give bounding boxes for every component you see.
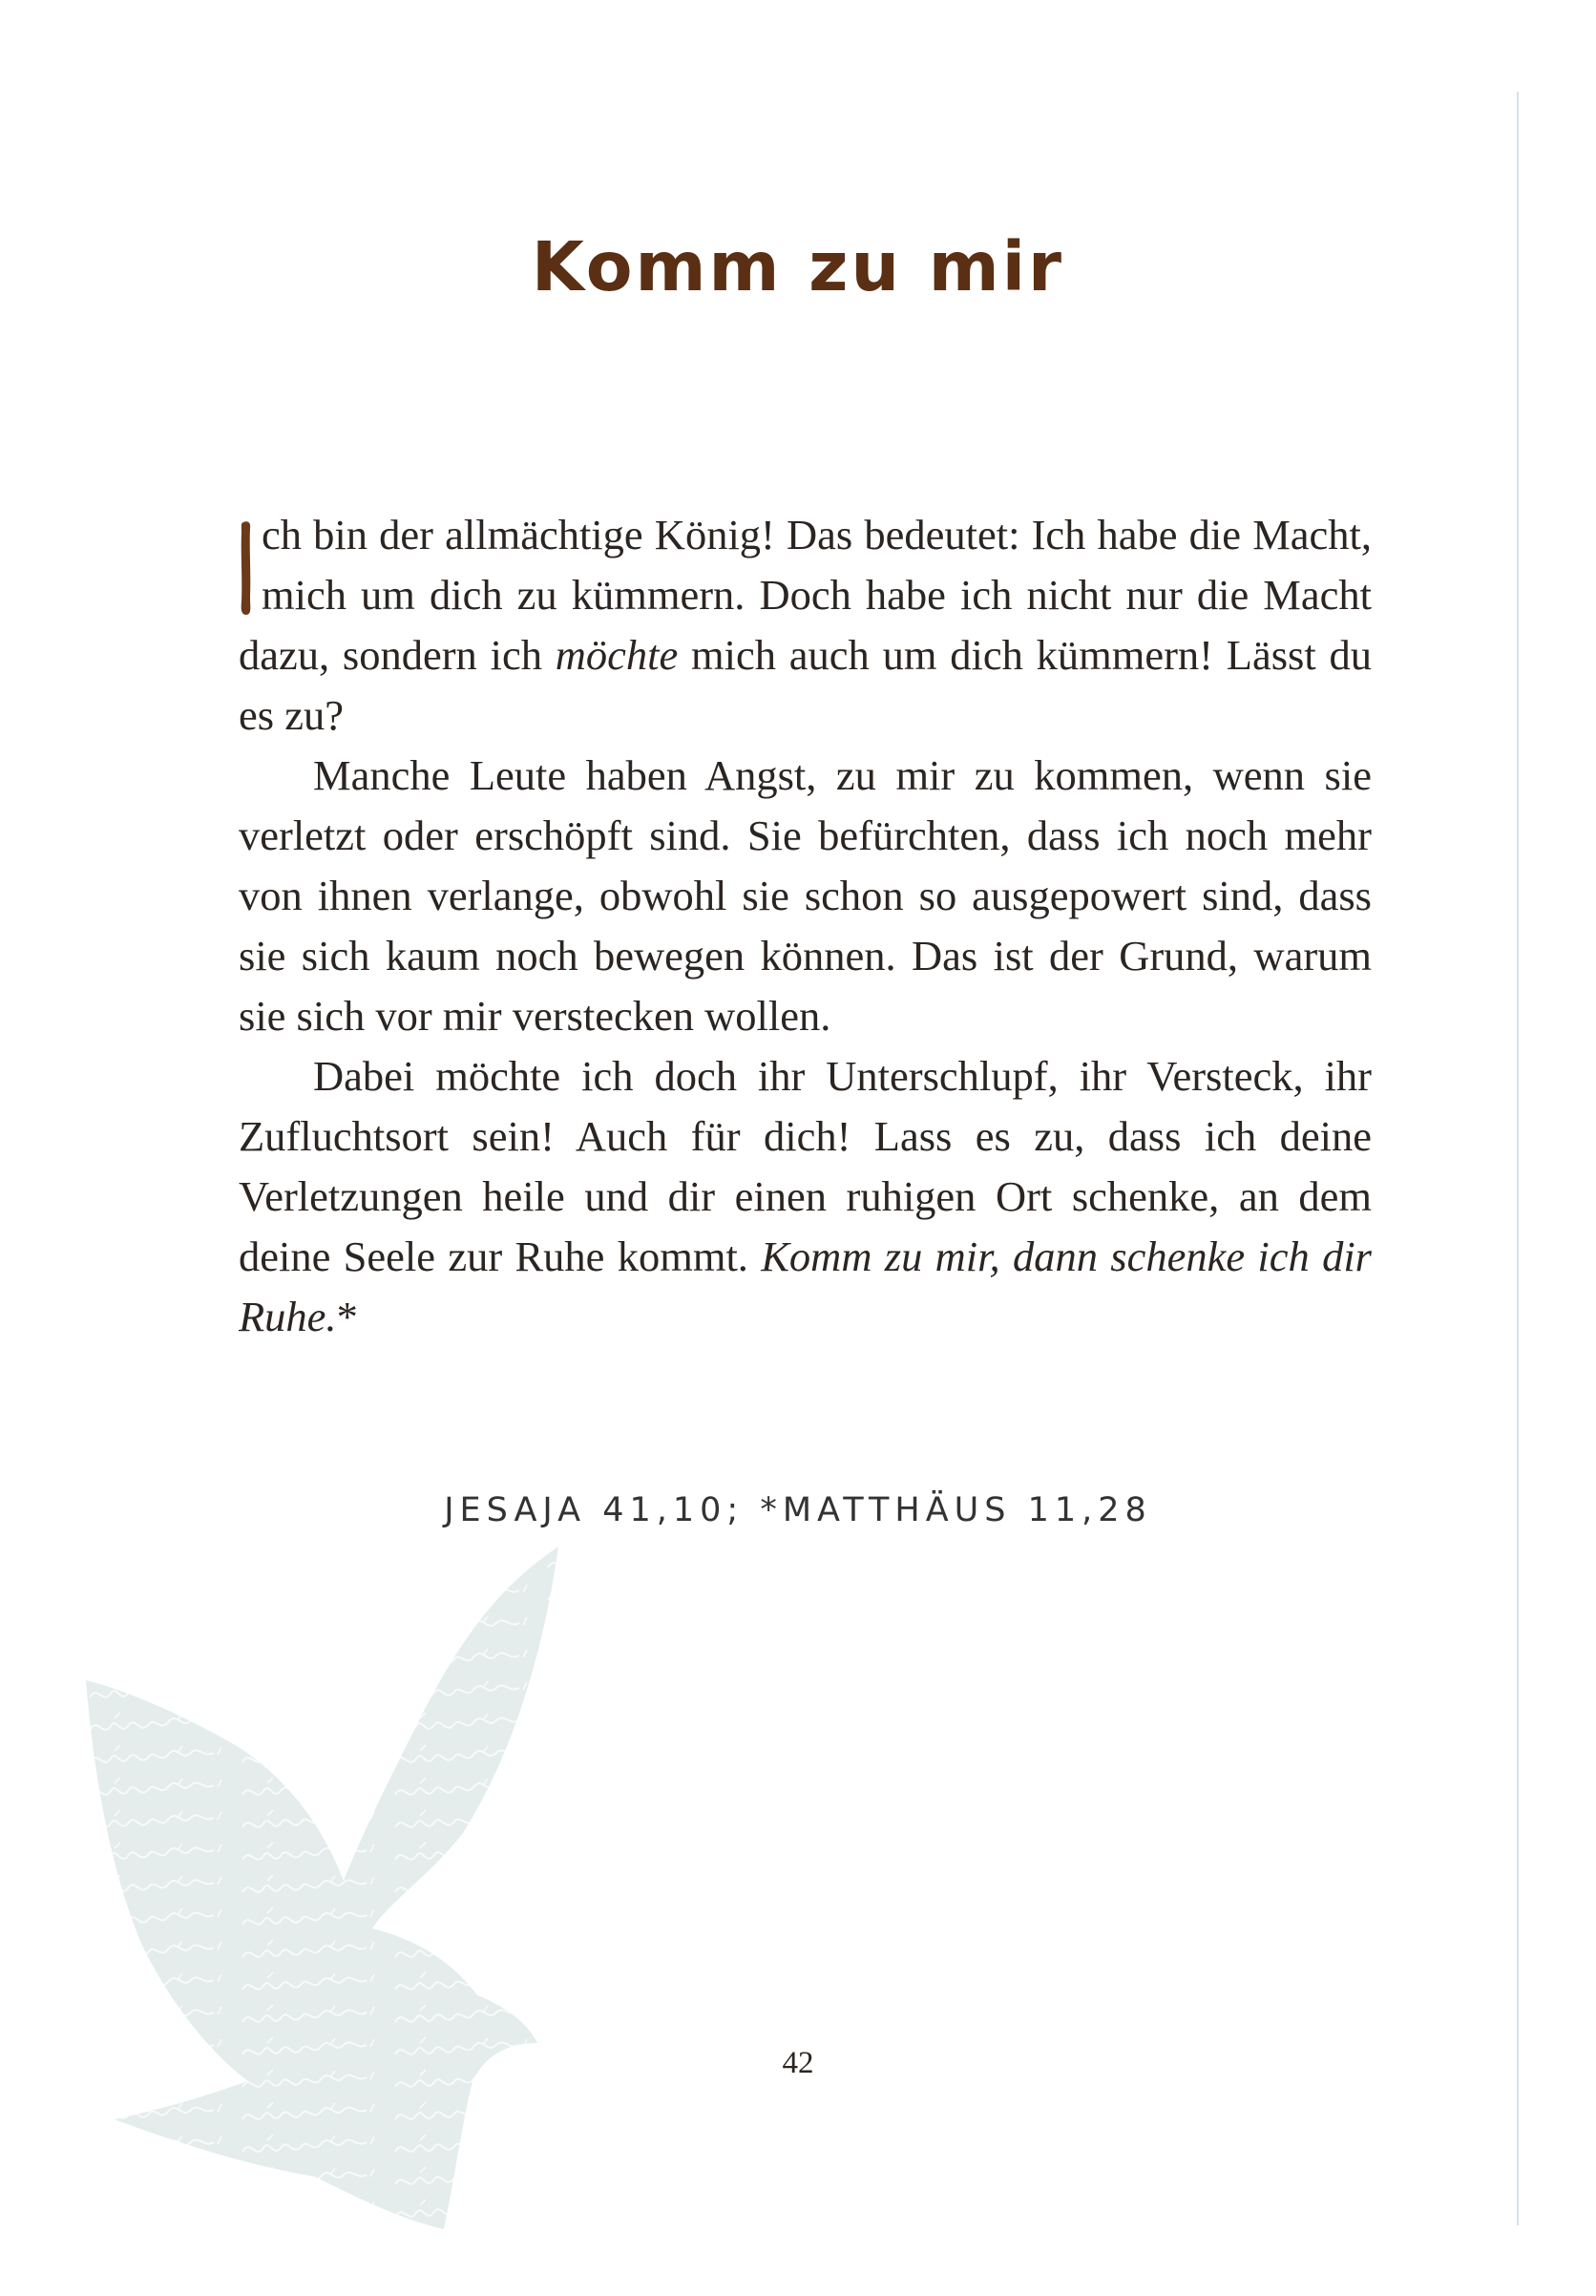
- paragraph-1-text-a: ch bin der allmächtige König! Das bedeutet: Ich habe die Macht, mich um dich zu kümmern. Doch habe ich nicht nur die Macht dazu, sondern ich: [239, 511, 1372, 679]
- bible-reference: JESAJA 41,10; *MATTHÄUS 11,28: [444, 1491, 1152, 1529]
- paragraph-3: [239, 1046, 1372, 1347]
- paragraph-3-italic: Komm zu mir, dann schenke ich dir Ruhe.: [239, 1232, 1372, 1340]
- page-edge-line: [1517, 92, 1519, 2225]
- paragraph-1-emphasis: möchte: [555, 631, 679, 679]
- footnote-marker: *: [336, 1293, 358, 1340]
- paragraph-1-text-b: mich auch um dich kümmern! Lässt du es zu?: [239, 631, 1372, 739]
- paragraph-3-text: Dabei möchte ich doch ihr Unterschlupf, ihr Versteck, ihr Zufluchtsort sein! Auch für dich! Lass es zu, dass ich deine Verletzungen heile und dir einen ruhigen Ort schenke, an dem deine Seele zur Ruhe kommt.: [239, 1052, 1372, 1280]
- dove-illustration: [86, 1547, 697, 2229]
- paragraph-2: Manche Leute haben Angst, zu mir zu kommen, wenn sie verletzt oder erschöpft sind. Sie befürchten, dass ich noch mehr von ihnen verlange, obwohl sie schon so ausgepowert sind, dass sie sich kaum noch bewegen können. Das ist der Grund, warum sie sich vor mir verstecken wollen.: [239, 751, 1372, 1040]
- paragraph-1: [239, 505, 1372, 746]
- drop-cap: [239, 520, 254, 616]
- page-number: 42: [782, 2046, 814, 2080]
- body-text: [239, 505, 1372, 1347]
- page-title: Komm zu mir: [531, 227, 1065, 306]
